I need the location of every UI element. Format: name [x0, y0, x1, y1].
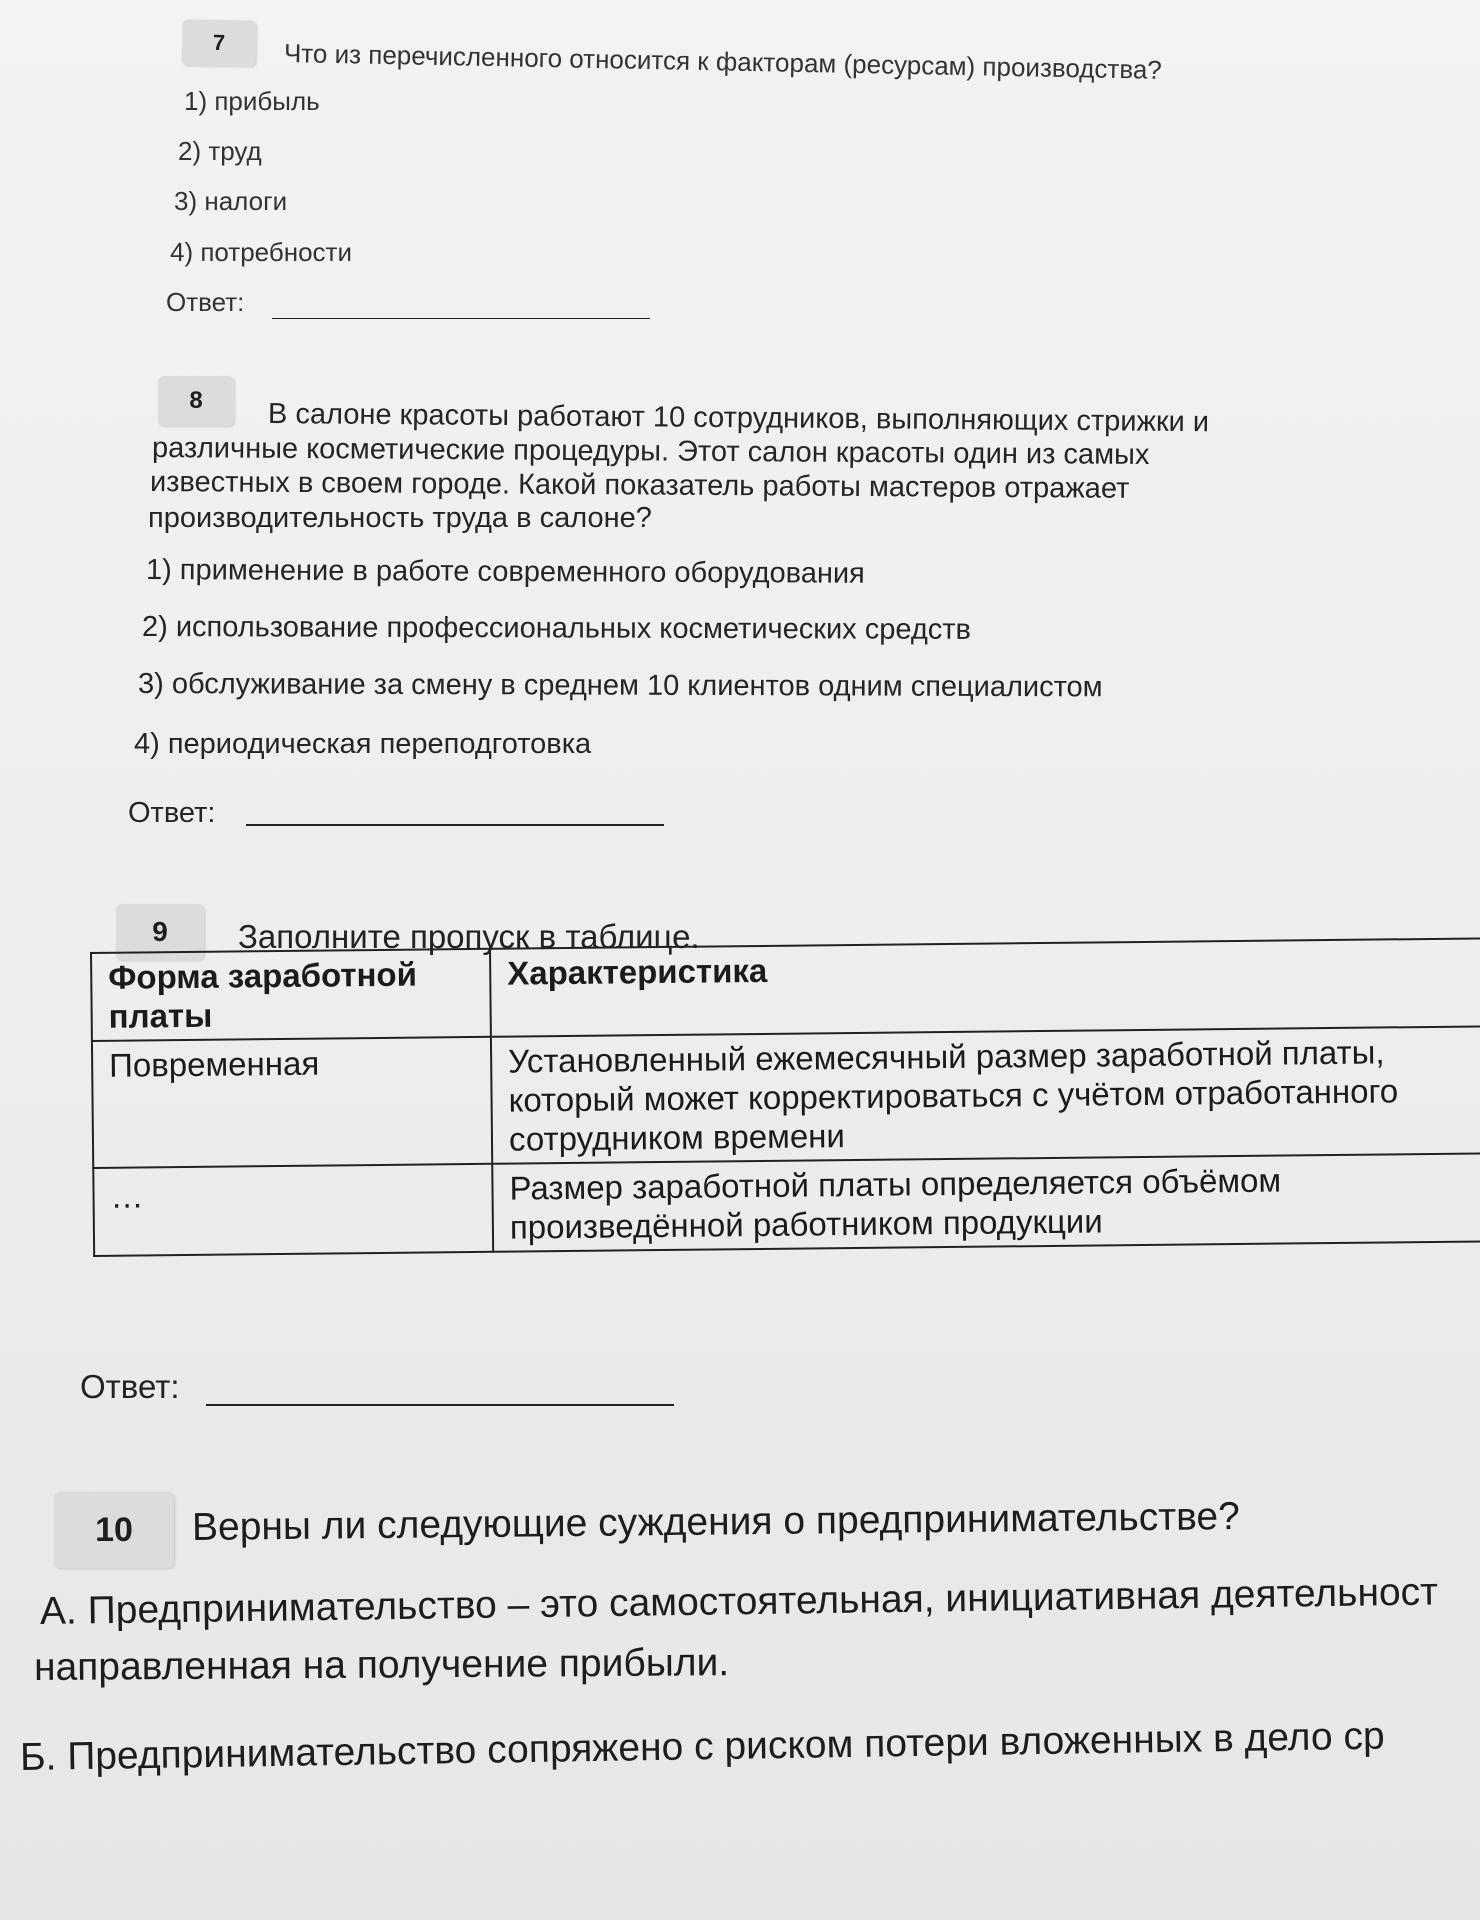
- table-cell-blank[interactable]: …: [93, 1164, 493, 1256]
- table-header-characteristic: Характеристика: [490, 938, 1480, 1036]
- table-header-wage-form: Форма заработной платы: [91, 949, 491, 1041]
- q8-answer-line[interactable]: [246, 824, 664, 826]
- statement-a-line-1: А. Предпринимательство – это самостоятельная, инициативная деятельност: [39, 1570, 1439, 1633]
- question-number-7: 7: [182, 19, 257, 66]
- table-cell-characteristic: Установленный ежемесячный размер заработной платы, который может корректироваться с учётом отработанного сотрудником времени: [491, 1026, 1480, 1163]
- question-number-8: 8: [158, 376, 234, 426]
- question-7-text: Что из перечисленного относится к факторам (ресурсам) производства?: [283, 38, 1163, 85]
- q7-option-3: 3) налоги: [174, 186, 288, 216]
- question-number-10: 10: [54, 1492, 174, 1568]
- question-8-line-4: производительность труда в салоне?: [148, 502, 652, 534]
- question-8-line-2: различные косметические процедуры. Этот салон красоты один из самых: [151, 432, 1150, 471]
- table-cell-form: Повременная: [92, 1037, 492, 1168]
- table-cell-characteristic: Размер заработной платы определяется объёмом произведённой работником продукции: [492, 1153, 1480, 1251]
- q8-option-3: 3) обслуживание за смену в среднем 10 клиентов одним специалистом: [137, 668, 1103, 704]
- table-row: [93, 1153, 1480, 1256]
- question-8-line-3: известных в своем городе. Какой показатель работы мастеров отражает: [149, 466, 1130, 505]
- q7-option-4: 4) потребности: [170, 237, 352, 267]
- q9-answer-line[interactable]: [206, 1404, 674, 1406]
- q8-option-1: 1) применение в работе современного оборудования: [145, 554, 865, 590]
- wage-forms-table: [90, 937, 1480, 1257]
- q8-answer-label: Ответ:: [128, 797, 216, 829]
- q7-option-1: 1) прибыль: [184, 86, 320, 116]
- statement-a-line-2: направленная на получение прибыли.: [33, 1641, 730, 1689]
- question-9-instruction: Заполните пропуск в таблице.: [238, 918, 700, 955]
- q8-option-4: 4) периодическая переподготовка: [134, 728, 592, 760]
- question-8-line-1: В салоне красоты работают 10 сотрудников, выполняющих стрижки и: [267, 398, 1210, 439]
- q7-answer-label: Ответ:: [166, 287, 245, 317]
- table-header-row: [91, 938, 1480, 1041]
- q7-option-2: 2) труд: [178, 136, 262, 166]
- statement-b: Б. Предпринимательство сопряжено с риском потери вложенных в дело ср: [19, 1714, 1385, 1779]
- q7-answer-line[interactable]: [272, 318, 650, 319]
- q9-answer-label: Ответ:: [80, 1368, 180, 1405]
- question-10-text: Верны ли следующие суждения о предпринимательстве?: [191, 1495, 1240, 1549]
- question-number-9: 9: [116, 904, 204, 960]
- q8-option-2: 2) использование профессиональных косметических средств: [141, 611, 972, 646]
- table-row: [92, 1026, 1480, 1168]
